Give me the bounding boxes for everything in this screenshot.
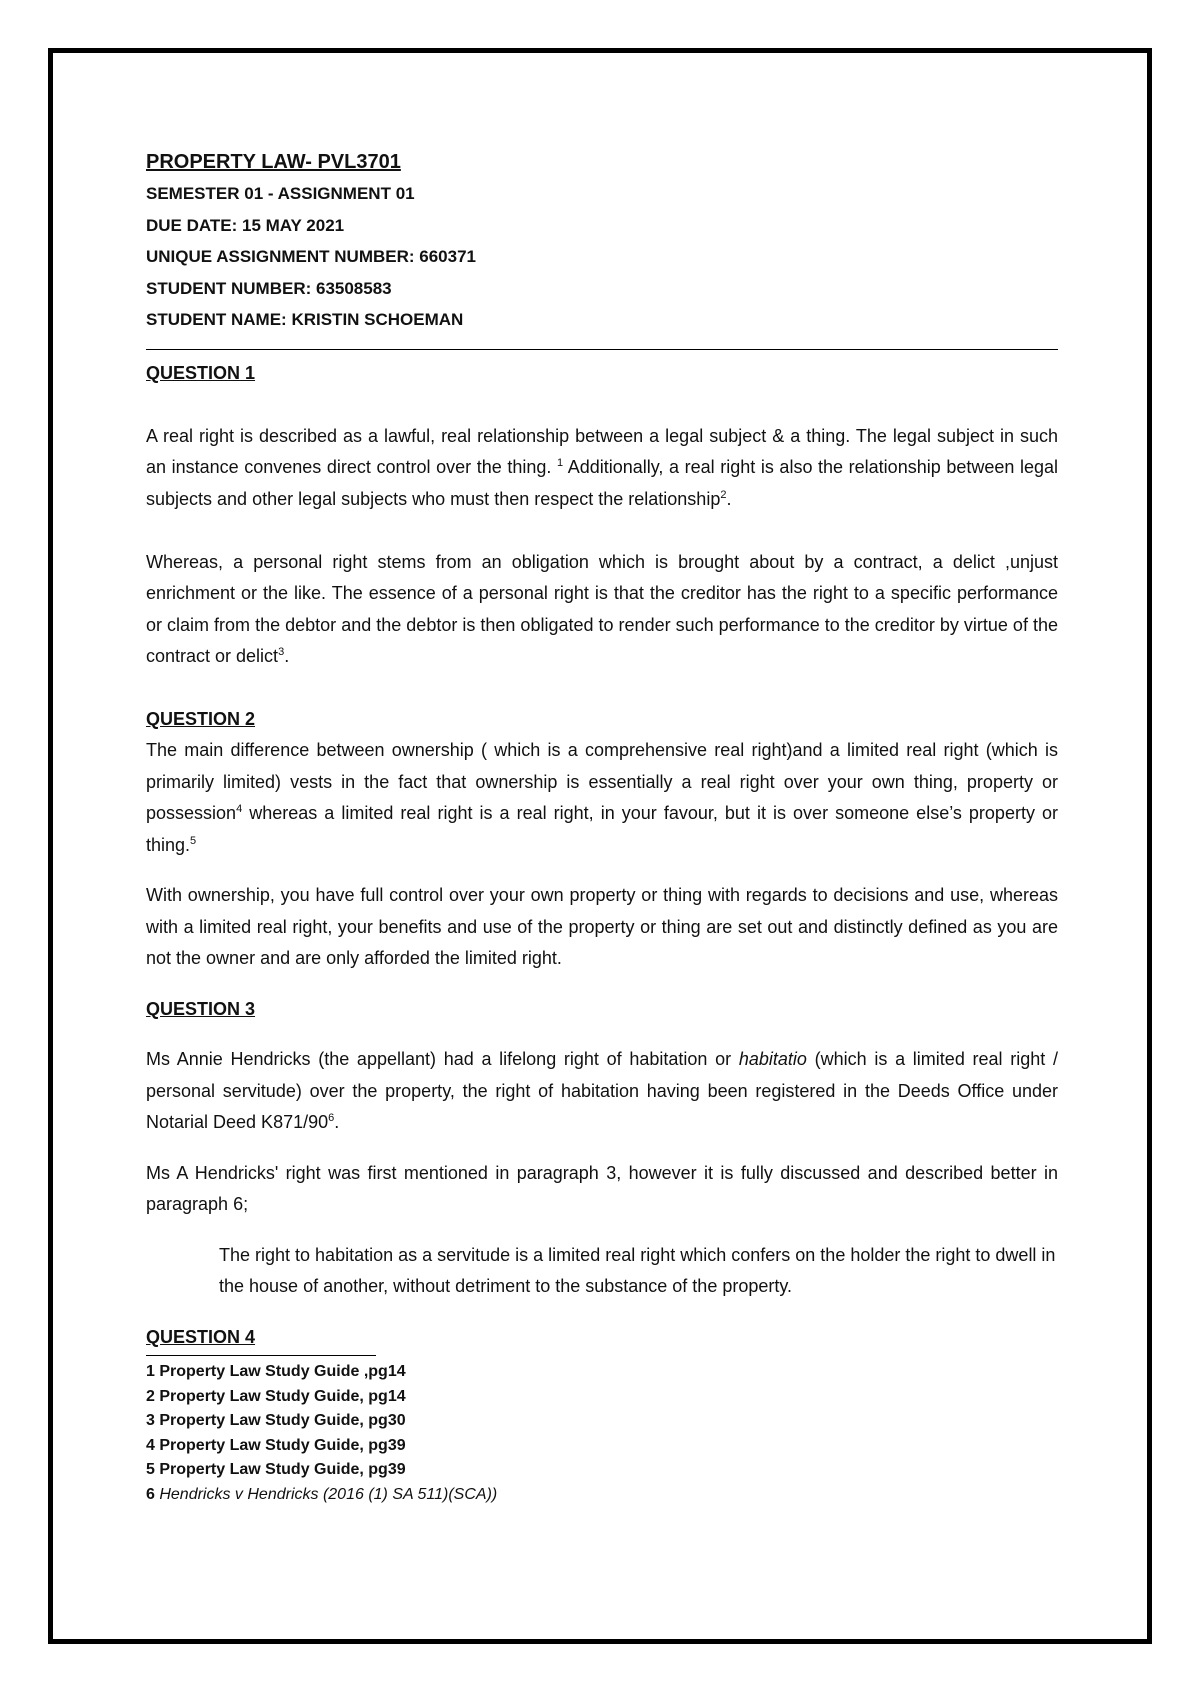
document-body [146,146,1058,1507]
footnote-divider [146,1355,376,1356]
question-2-paragraph-2: With ownership, you have full control over your own property or thing with regards to decisions and use, whereas with a limited real right, your benefits and use of the property or thing are set out and distinctly defined as you are not the owner and are only afforded the limited right. [146,885,1058,968]
unique-number-line: UNIQUE ASSIGNMENT NUMBER: 660371 [146,247,476,266]
question-4-heading: QUESTION 4 [146,1326,256,1347]
footnote-2: 2 Property Law Study Guide, pg14 [146,1387,406,1405]
question-2-paragraph-1: The main difference between ownership ( which is a comprehensive real right)and a limited real right (which is primarily limited) vests in the fact that ownership is essentially a real right over your own thing, property or possession$^4$ whereas a limited real right is a real right, in your favour, but it is over someone else’s property or thing.$^5$ [146,740,1058,855]
footnote-1: 1 Property Law Study Guide ,pg14 [146,1363,406,1380]
footnote-4: 4 Property Law Study Guide, pg39 [146,1436,406,1454]
question-3-paragraph-1: Ms Annie Hendricks (the appellant) had a lifelong right of habitation or habitatio (which is a limited real right / personal servitude) over the property, the right of habitation having been registered in the Deeds Office under Notarial Deed $K871/90^6$. [146,1049,1058,1132]
student-number-line: STUDENT NUMBER: 63508583 [146,278,392,298]
semester-line: SEMESTER 01 - ASSIGNMENT 01 [146,184,415,203]
question-1-heading: QUESTION 1 [146,362,256,383]
footnote-ref-5: 5 [190,834,197,847]
question-3-paragraph-2: Ms A Hendricks' right was first mentioned in paragraph 3, however it is fully discussed and described better in paragraph 6; [146,1162,1058,1214]
question-1-paragraph-2: Whereas, a personal right stems from an obligation which is brought about by a contract, a delict ,unjust enrichment or the like. The essence of a personal right is that the creditor has the right to a specific performance or claim from the debtor and the debtor is then obligated to render such performance to the creditor by virtue of the contract or delict$^3$. [146,551,1058,666]
header-divider [146,349,1058,350]
footnote-ref-2: 2 [720,488,727,501]
footnote-3: 3 Property Law Study Guide, pg30 [146,1412,406,1429]
footnote-ref-6: 6 [328,1112,335,1124]
footnote-ref-3: 3 [278,646,285,658]
footnote-ref-1: 1 [556,457,564,469]
footnote-6: 6 Hendricks v Hendricks (2016 (1) SA 511)(SCA)) [146,1485,498,1503]
question-2-heading: QUESTION 2 [146,708,256,729]
footnote-ref-4: 4 [236,803,243,815]
habitatio-term: habitatio [738,1049,807,1069]
question-1-paragraph-1: A real right is described as a lawful, real relationship between a legal subject & a thing. The legal subject in such an instance convenes direct control over the thing. $^1$ Additionally, a real right is also the relationship between legal subjects and other legal subjects who must then respect the relationship$^2$. [146,425,1058,509]
footnote-5: 5 Property Law Study Guide, pg39 [146,1461,406,1478]
student-name-line: STUDENT NAME: KRISTIN SCHOEMAN [146,310,464,329]
due-date-line: DUE DATE: 15 MAY 2021 [146,215,345,235]
document-title: PROPERTY LAW- PVL3701 [146,151,401,173]
question-3-quote: The right to habitation as a servitude is a limited real right which confers on the holder the right to dwell in the house of another, without detriment to the substance of the property. [219,1244,1056,1296]
question-3-heading: QUESTION 3 [146,998,256,1019]
